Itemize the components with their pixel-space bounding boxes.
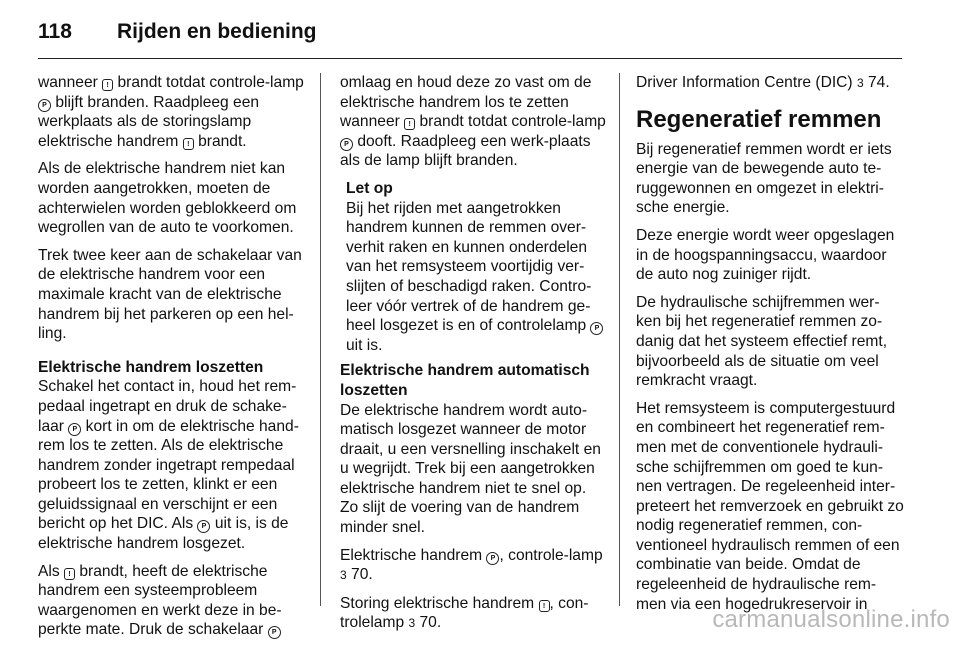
paragraph: Deze energie wordt weer opgeslagen in de hoogspanningsaccu, waardoor de auto nog zuiniger rijdt. bbox=[636, 226, 895, 284]
parking-brake-icon: P bbox=[68, 423, 81, 436]
caution-note bbox=[346, 179, 606, 355]
brake-warning-icon: ! bbox=[102, 79, 113, 91]
page-ref-icon[interactable]: 3 bbox=[340, 568, 347, 583]
brake-warning-icon: ! bbox=[64, 568, 75, 580]
paragraph: Schakel het contact in, houd het rem-pedaal ingetrapt en druk de schake-laar P kort in om de elektrische hand-rem los te zetten. Als de elektrische handrem zonder ingetrapt rempedaal probeert los te zetten, klinkt er een geluidssignaal en verschijnt er een bericht op het DIC. Als P uit is, is de elektrische handrem losgezet. bbox=[38, 378, 299, 553]
parking-brake-icon: P bbox=[197, 520, 210, 533]
header-rule bbox=[38, 58, 902, 59]
watermark: carmanualsonline.info bbox=[712, 606, 950, 633]
page-header bbox=[0, 0, 960, 58]
paragraph: Het remsysteem is computergestuurd en combineert het regeneratief rem-men met de conventionele hydrauli-sche schijfremmen om goed te kun-nen vertragen. De regeleenheid inter-preteert het remverzoek en gebruikt zo nodig regeneratief remmen, con-ventioneel hydraulisch remmen of een combinatie van beide. Omdat de regeleenheid de hydraulische rem-men via een hogedrukreservoir in bbox=[636, 399, 904, 613]
paragraph: De elektrische handrem wordt auto-matisch losgezet wanneer de motor draait, u een versnelling inschakelt en u wegrijdt. Trek bij een aangetrokken elektrische handrem niet te snel op. Zo slijt de voering van de handrem minder snel. bbox=[340, 401, 601, 537]
note-title: Let op bbox=[346, 179, 393, 197]
page-number: 118 bbox=[38, 20, 72, 43]
parking-brake-icon: P bbox=[486, 552, 499, 565]
page-ref-icon[interactable]: 3 bbox=[408, 616, 416, 631]
parking-brake-icon: P bbox=[38, 99, 51, 112]
brake-warning-icon: ! bbox=[404, 118, 415, 130]
subheading-auto-release: Elektrische handrem automatisch loszetten bbox=[340, 362, 590, 399]
paragraph: Storing elektrische handrem ! , con-trolelamp 3 70. bbox=[340, 594, 589, 632]
paragraph: Als de elektrische handrem niet kan worden aangetrokken, moeten de achterwielen worden geblokkeerd om wegrollen van de auto te voorkomen. bbox=[38, 160, 297, 237]
paragraph: Trek twee keer aan de schakelaar van de elektrische handrem voor een maximale kracht van de elektrische handrem bij het parkeren op een hel-ling. bbox=[38, 246, 302, 343]
page-ref-icon[interactable]: 3 bbox=[856, 76, 864, 90]
parking-brake-icon: P bbox=[340, 138, 353, 151]
paragraph: Als ! brandt, heeft de elektrische handrem een systeemprobleem waargenomen en werkt deze in be-perkte mate. Druk de schakelaar P bbox=[38, 562, 282, 639]
paragraph: Bij regeneratief remmen wordt er iets energie van de bewegende auto te-ruggewonnen en omgezet in elektri-sche energie. bbox=[636, 140, 892, 217]
column-3 bbox=[636, 73, 904, 622]
parking-brake-icon: P bbox=[268, 626, 281, 639]
paragraph: Elektrische handrem P , controle-lamp 3 70. bbox=[340, 546, 603, 584]
page-title: Rijden en bediening bbox=[117, 20, 317, 43]
subheading-release: Elektrische handrem loszetten bbox=[38, 358, 264, 376]
paragraph: wanneer ! brandt totdat controle-lamp P blijft branden. Raadpleeg een werkplaats als de storingslamp elektrische handrem ! brandt. bbox=[38, 74, 304, 150]
brake-warning-icon: ! bbox=[539, 600, 550, 612]
column-1 bbox=[38, 73, 304, 648]
paragraph: Driver Information Centre (DIC) 3 74. bbox=[636, 74, 890, 91]
paragraph: De hydraulische schijfremmen wer-ken bij het regeneratief remmen zo-danig dat het systeem effectief remt, bijvoorbeeld als de situatie om veel remkracht vraagt. bbox=[636, 293, 888, 390]
column-divider-2 bbox=[619, 73, 620, 606]
column-2 bbox=[340, 73, 606, 642]
brake-warning-icon: ! bbox=[183, 138, 194, 150]
column-divider-1 bbox=[320, 73, 321, 606]
section-title: Regeneratief remmen bbox=[636, 105, 882, 133]
parking-brake-icon: P bbox=[590, 322, 603, 335]
paragraph: omlaag en houd deze zo vast om de elektrische handrem los te zetten wanneer ! brandt totdat controle-lamp P dooft. Raadpleeg een werk-plaats als de lamp blijft branden. bbox=[340, 74, 606, 170]
note-text: Bij het rijden met aangetrokken handrem kunnen de remmen over-verhit raken en kunnen onderdelen van het remsysteem voortijdig ver-slijten of beschadigd raken. Contro-leer vóór vertrek of de handrem ge-heel losgezet is en of controlelamp P uit is. bbox=[346, 199, 606, 356]
